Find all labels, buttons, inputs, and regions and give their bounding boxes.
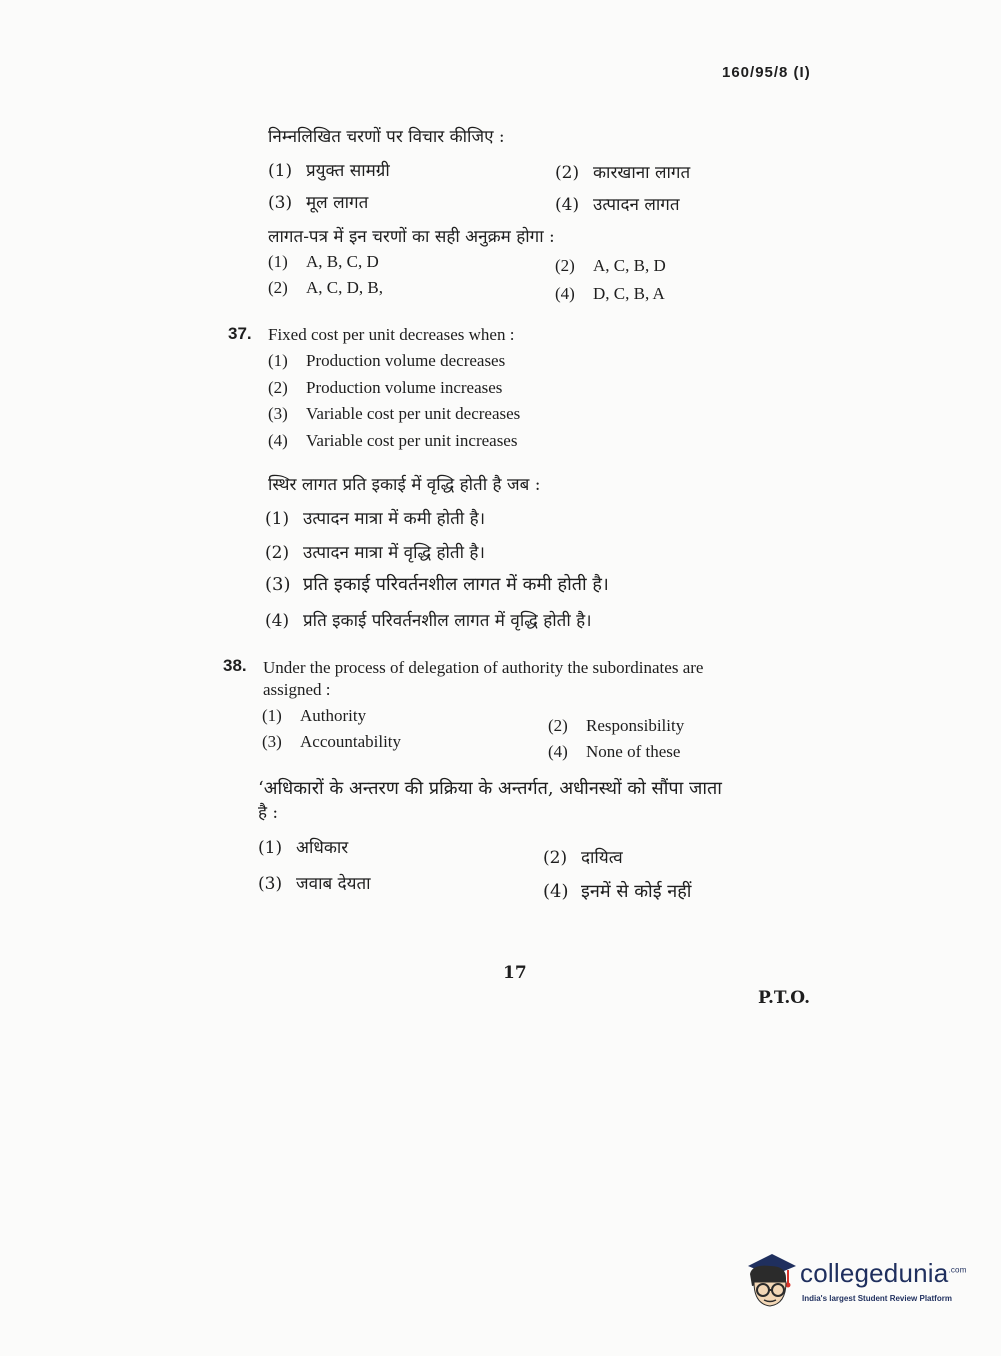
option-number: (1)	[262, 706, 282, 725]
item-text: कारखाना लागत	[593, 163, 691, 183]
option-text: प्रति इकाई परिवर्तनशील लागत में कमी होती है।	[303, 574, 609, 595]
option-text: Responsibility	[586, 716, 685, 735]
option-number: (4)	[268, 431, 288, 450]
q38-question-line2: assigned :	[263, 680, 331, 699]
option-text: इनमें से कोई नहीं	[581, 881, 692, 902]
q37-number: 37.	[228, 324, 252, 343]
item-text: उत्पादन लागत	[593, 195, 680, 215]
q37-hindi-option-4	[265, 608, 592, 631]
q37-option-3	[268, 404, 520, 424]
q36-hindi-intro: निम्नलिखित चरणों पर विचार कीजिए :	[268, 127, 505, 147]
q37-question: Fixed cost per unit decreases when :	[268, 325, 515, 344]
option-number: (2)	[543, 848, 568, 868]
q36-item-2	[555, 160, 690, 183]
item-number: (2)	[555, 163, 580, 183]
option-number: (2)	[268, 378, 288, 397]
option-number: (4)	[543, 881, 569, 902]
option-number: (2)	[268, 278, 288, 297]
q36-option-1	[268, 252, 379, 272]
q38-hindi-option-2	[543, 845, 623, 868]
q38-number: 38.	[223, 656, 247, 675]
q37-option-4	[268, 431, 517, 451]
q37-hindi-option-3	[265, 572, 609, 596]
q38-hindi-line1: ‘अधिकारों के अन्तरण की प्रक्रिया के अन्तर्गत, अधीनस्थों को सौंपा जाता	[258, 778, 722, 799]
option-text: A, C, D, B,	[306, 278, 383, 297]
q38-option-4	[548, 742, 680, 762]
option-text: Authority	[300, 706, 367, 725]
page-number: 17	[503, 963, 527, 983]
q38-hindi-option-4	[543, 879, 691, 903]
option-number: (2)	[548, 716, 568, 735]
option-text: Variable cost per unit decreases	[306, 404, 521, 423]
mascot-icon	[742, 1252, 798, 1312]
pto-label: P.T.O.	[758, 988, 810, 1008]
q36-option-4	[555, 284, 665, 304]
option-text: प्रति इकाई परिवर्तनशील लागत में वृद्धि होती है।	[303, 611, 592, 631]
option-number: (1)	[268, 252, 288, 271]
option-number: (2)	[555, 256, 575, 275]
q38-option-2	[548, 716, 684, 736]
option-text: जवाब देयता	[296, 874, 371, 894]
option-number: (2)	[265, 543, 290, 563]
option-number: (3)	[262, 732, 282, 751]
q36-item-3	[268, 190, 368, 213]
item-number: (3)	[268, 193, 293, 213]
q37-option-2	[268, 378, 502, 398]
option-number: (3)	[268, 404, 288, 423]
logo-tagline: India's largest Student Review Platform	[802, 1294, 952, 1303]
q36-hindi-question: लागत-पत्र में इन चरणों का सही अनुक्रम होगा :	[268, 227, 555, 247]
option-text: D, C, B, A	[593, 284, 665, 303]
option-text: अधिकार	[296, 838, 349, 858]
option-text: Variable cost per unit increases	[306, 431, 518, 450]
q38-hindi-option-3	[258, 871, 371, 894]
q37-hindi-question: स्थिर लागत प्रति इकाई में वृद्धि होती है जब :	[268, 475, 541, 495]
option-number: (4)	[555, 284, 575, 303]
item-number: (4)	[555, 195, 580, 215]
option-number: (3)	[265, 574, 291, 595]
q37-hindi-option-2	[265, 540, 485, 563]
option-text: दायित्व	[581, 848, 623, 868]
option-number: (1)	[265, 509, 290, 529]
q38-hindi-option-1	[258, 835, 348, 858]
option-text: Production volume decreases	[306, 351, 506, 370]
option-text: Production volume increases	[306, 378, 503, 397]
option-number: (4)	[548, 742, 568, 761]
logo-suffix: .com	[948, 1265, 967, 1275]
option-text: उत्पादन मात्रा में कमी होती है।	[303, 509, 486, 529]
paper-code: 160/95/8 (I)	[722, 64, 811, 81]
option-number: (1)	[268, 351, 288, 370]
q38-hindi-line2: है :	[258, 803, 279, 823]
logo-name: collegedunia	[800, 1258, 949, 1288]
collegedunia-logo	[742, 1250, 967, 1316]
q38-question-line1: Under the process of delegation of authority the subordinates are	[263, 658, 704, 677]
q38-option-3	[262, 732, 401, 752]
item-number: (1)	[268, 161, 293, 181]
option-number: (4)	[265, 611, 290, 631]
q37-hindi-option-1	[265, 506, 485, 529]
item-text: मूल लागत	[306, 193, 369, 213]
q37-option-1	[268, 351, 505, 371]
option-text: A, B, C, D	[306, 252, 379, 271]
q36-item-1	[268, 158, 390, 181]
q36-option-3	[268, 278, 383, 298]
option-text: A, C, B, D	[593, 256, 666, 275]
option-number: (3)	[258, 874, 283, 894]
q38-option-1	[262, 706, 366, 726]
option-text: None of these	[586, 742, 681, 761]
option-text: उत्पादन मात्रा में वृद्धि होती है।	[303, 543, 485, 563]
logo-wordmark	[800, 1258, 967, 1289]
q36-item-4	[555, 192, 680, 215]
q36-option-2	[555, 256, 666, 276]
option-number: (1)	[258, 838, 283, 858]
item-text: प्रयुक्त सामग्री	[306, 161, 390, 181]
option-text: Accountability	[300, 732, 402, 751]
